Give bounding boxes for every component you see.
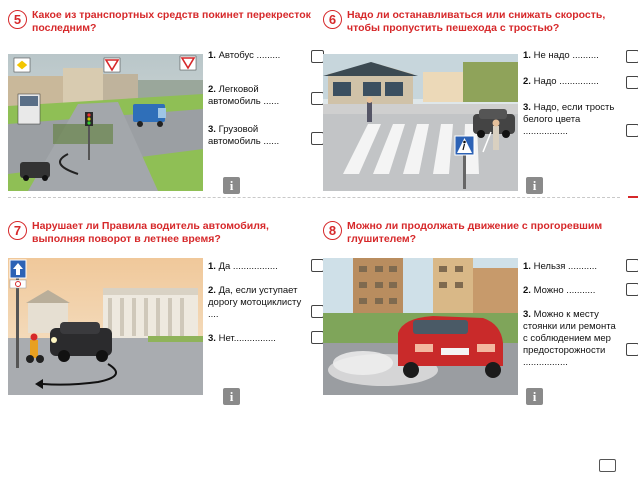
answer-number: 1. xyxy=(208,50,216,61)
answer-number: 1. xyxy=(523,50,531,61)
answer-checkbox[interactable] xyxy=(626,50,638,63)
turn-illustration xyxy=(8,258,203,395)
answer-option[interactable] xyxy=(523,76,638,92)
pedestrian-crossing-illustration xyxy=(323,54,518,191)
answer-option[interactable] xyxy=(208,124,326,150)
answer-option[interactable] xyxy=(208,261,326,275)
question-number: 8 xyxy=(323,221,342,240)
answer-list xyxy=(523,261,638,379)
answer-checkbox[interactable] xyxy=(626,343,638,356)
answer-number: 3. xyxy=(208,333,216,344)
answer-checkbox[interactable] xyxy=(626,76,638,89)
answer-option[interactable] xyxy=(523,309,638,369)
info-icon[interactable]: i xyxy=(223,388,240,405)
answer-checkbox[interactable] xyxy=(626,259,638,272)
answer-number: 2. xyxy=(208,84,216,95)
question-text: Нарушает ли Правила водитель автомобиля, выполняя поворот в летнее время? xyxy=(32,220,269,245)
answer-text: Да, если уступает дорогу мотоциклисту .... xyxy=(208,285,302,320)
answer-option[interactable] xyxy=(208,333,326,347)
answer-option[interactable] xyxy=(523,285,638,299)
answer-checkbox[interactable] xyxy=(626,124,638,137)
info-icon[interactable]: i xyxy=(223,177,240,194)
answer-text: Грузовой автомобиль ...... xyxy=(208,124,280,147)
question-number: 5 xyxy=(8,10,27,29)
info-icon[interactable]: i xyxy=(526,177,543,194)
answer-number: 1. xyxy=(523,261,531,272)
question-text: Какое из транспортных средств покинет перекресток последним? xyxy=(32,9,311,34)
answer-number: 2. xyxy=(208,285,216,296)
answer-text: Можно ........... xyxy=(533,285,596,296)
answer-option[interactable] xyxy=(208,50,326,74)
answer-list xyxy=(208,50,326,160)
answer-text: Нельзя ........... xyxy=(533,261,598,272)
answer-text: Надо, если трость белого цвета ................. xyxy=(523,102,615,137)
question-number: 6 xyxy=(323,10,342,29)
answer-number: 3. xyxy=(523,102,531,113)
answer-text: Автобус ......... xyxy=(218,50,281,61)
answer-text: Не надо .......... xyxy=(533,50,599,61)
answer-number: 3. xyxy=(523,309,531,320)
intersection-illustration xyxy=(8,54,203,191)
answer-text: Да ................. xyxy=(218,261,278,272)
answer-option[interactable] xyxy=(523,261,638,275)
answer-option[interactable] xyxy=(523,102,638,140)
question-number: 7 xyxy=(8,221,27,240)
answer-list xyxy=(523,50,638,150)
answer-option[interactable] xyxy=(523,50,638,66)
answer-number: 2. xyxy=(523,285,531,296)
answer-number: 2. xyxy=(523,76,531,87)
answer-number: 1. xyxy=(208,261,216,272)
answer-list xyxy=(208,261,326,357)
question-text: Надо ли останавливаться или снижать скорость, чтобы пропустить пешехода с тростью? xyxy=(347,9,606,34)
answer-number: 3. xyxy=(208,124,216,135)
info-icon[interactable]: i xyxy=(526,388,543,405)
muffler-illustration xyxy=(323,258,518,395)
page-corner-checkbox[interactable] xyxy=(599,459,616,472)
section-divider xyxy=(8,197,620,198)
answer-option[interactable] xyxy=(208,84,326,114)
edge-marker xyxy=(628,196,638,198)
answer-checkbox[interactable] xyxy=(626,283,638,296)
answer-text: Легковой автомобиль ...... xyxy=(208,84,280,107)
answer-option[interactable] xyxy=(208,285,326,323)
answer-text: Нет................ xyxy=(218,333,276,344)
question-text: Можно ли продолжать движение с прогоревшим глушителем? xyxy=(347,220,603,245)
answer-text: Можно к месту стоянки или ремонта с соблюдением мер предосторожности ................. xyxy=(523,309,616,368)
answer-text: Надо ............... xyxy=(533,76,599,87)
